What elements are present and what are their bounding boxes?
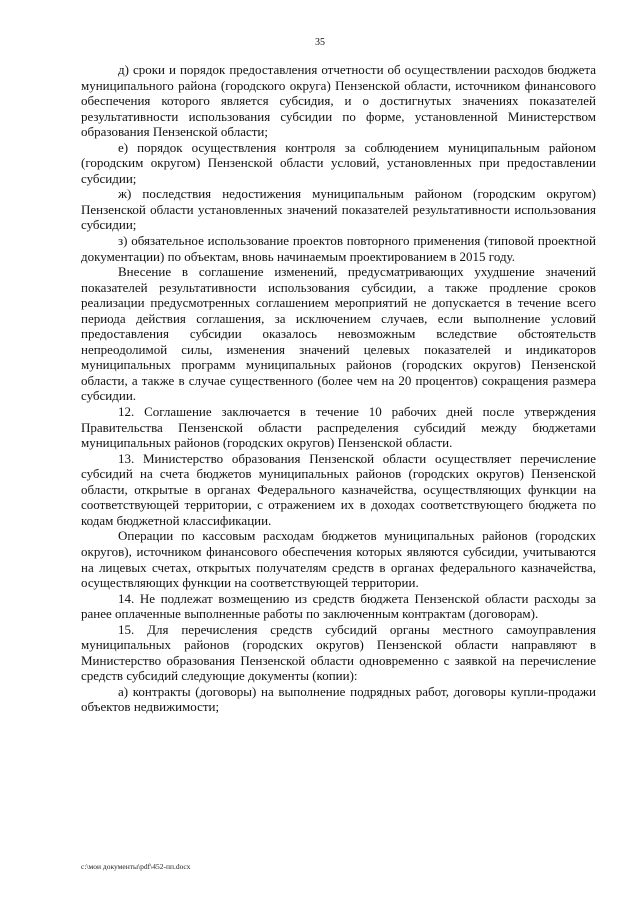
paragraph-a-contracts: а) контракты (договоры) на выполнение подрядных работ, договоры купли-продажи объектов недвижимости; bbox=[81, 683, 596, 715]
footer-file-path: c:\мои документы\pdf\452-пп.docx bbox=[81, 862, 191, 871]
paragraph-e-control: е) порядок осуществления контроля за соблюдением муниципальным районом (городским округом) Пензенской области условий, установленных при предоставлении субсидии; bbox=[81, 139, 596, 186]
page-number: 35 bbox=[315, 37, 325, 48]
paragraph-14-no-reimbursement: 14. Не подлежат возмещению из средств бюджета Пензенской области расходы за ранее оплаченные выполненные работы по заключенным контрактам (договорам). bbox=[81, 590, 596, 622]
paragraph-d-reporting: д) сроки и порядок предоставления отчетности об осуществлении расходов бюджета муниципального района (городского округа) Пензенской области, источником финансового обеспечения которого является субсидия, и о достигнутых значениях показателей результативности использования субсидии по форме, установленной Министерством образования Пензенской области; bbox=[81, 62, 596, 140]
paragraph-13-transfer: 13. Министерство образования Пензенской области осуществляет перечисление субсидий на счета бюджетов муниципальных районов (городских округов) Пензенской области, открытые в органах Федерального казначейства, осуществляющих функции на соответствующей территории, с отражением их в доходах соответствующего бюджета по кодам бюджетной классификации. bbox=[81, 450, 596, 528]
paragraph-cash-operations: Операции по кассовым расходам бюджетов муниципальных районов (городских округов), источником финансового обеспечения которых являются субсидии, учитываются на лицевых счетах, открытых получателям средств в органах федерального казначейства, осуществляющих функции на соответствующей территории. bbox=[81, 528, 596, 591]
paragraph-amendments: Внесение в соглашение изменений, предусматривающих ухудшение значений показателей результативности использования субсидии, а также продление сроков реализации предусмотренных соглашением мероприятий не допускается в течение всего периода действия соглашения, за исключением случаев, если выполнение условий предоставления субсидии оказалось невозможным вследствие обстоятельств непреодолимой силы, изменения значений целевых показателей и индикаторов муниципальных программ муниципальных районов (городских округов) Пензенской области, а также в случае существенного (более чем на 20 процентов) сокращения размера субсидии. bbox=[81, 264, 596, 404]
paragraph-15-documents: 15. Для перечисления средств субсидий органы местного самоуправления муниципальных районов (городских округов) Пензенской области направляют в Министерство образования Пензенской области одновременно с заявкой на перечисление средств субсидий следующие документы (копии): bbox=[81, 621, 596, 684]
paragraph-z-reuse-projects: з) обязательное использование проектов повторного применения (типовой проектной документации) по объектам, вновь начинаемым проектированием в 2015 году. bbox=[81, 233, 596, 264]
paragraph-12-agreement: 12. Соглашение заключается в течение 10 рабочих дней после утверждения Правительства Пензенской области распределения субсидий между бюджетами муниципальных районов (городских округов) Пензенской области. bbox=[81, 404, 596, 451]
paragraph-zh-consequences: ж) последствия недостижения муниципальным районом (городским округом) Пензенской области установленных значений показателей результативности использования субсидии; bbox=[81, 186, 596, 233]
document-body bbox=[81, 62, 596, 715]
